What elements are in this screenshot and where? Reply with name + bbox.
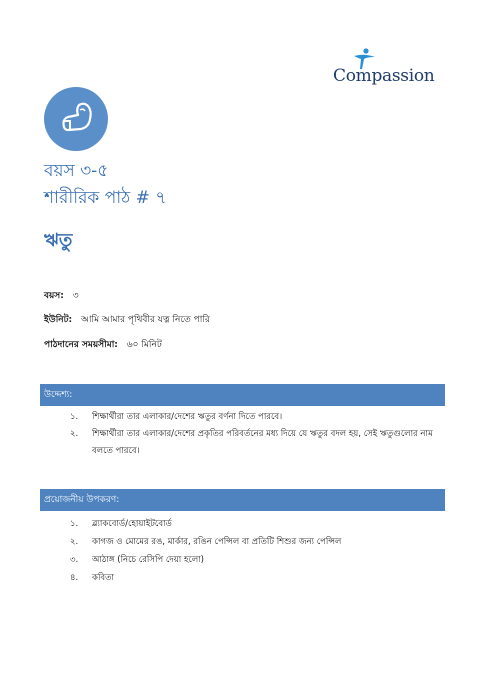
meta-age [44,288,79,303]
item-number: ৪. [70,573,79,583]
meta-time [44,337,162,352]
list-item [70,409,450,426]
meta-unit [44,312,210,327]
logo-wordmark: Compassion [333,66,435,86]
time-label: পাঠদানের সময়সীমা: [44,340,118,350]
age-value: ৩ [72,291,79,301]
objectives-list [70,409,450,460]
lesson-heading: শারীরিক পাঠ # ৭ [44,188,167,208]
time-value: ৬০ মিনিট [126,340,162,350]
item-number: ১. [70,412,79,422]
compassion-logo [333,48,443,92]
list-item [70,516,450,533]
materials-heading: প্রয়োজনীয় উপকরণ: [40,489,445,511]
topic-title: ঋতু [44,230,73,251]
item-text: শিক্ষার্থীরা তার এলাকার/দেশের ঋতুর বর্ণনা দিতে পারবে। [92,412,283,422]
list-item [70,426,450,460]
flexed-arm-icon [54,97,98,141]
item-number: ১. [70,519,79,529]
item-text: শিক্ষার্থীরা তার এলাকার/দেশের প্রকৃতির পরিবর্তনের মধ্য দিয়ে যে ঋতুর বদল হয়, সেই ঋতুগুলোর নাম বলতে পারবে। [92,429,433,456]
materials-list [70,516,450,588]
age-heading: বয়স ৩-৫ [44,161,109,181]
physical-badge [44,87,108,151]
list-item [70,534,450,551]
item-number: ২. [70,537,79,547]
item-text: ব্ল্যাকবোর্ড/হোয়াইটবোর্ড [92,519,172,529]
objectives-heading: উদ্দেশ্য: [40,384,445,406]
list-item [70,570,450,587]
item-number: ২. [70,429,79,439]
item-text: আঠাঙ্গ (নিচে রেসিপি দেয়া হলো) [92,555,204,565]
unit-value: আমি আমার পৃথিবীর যত্ন নিতে পারি [81,315,210,325]
unit-label: ইউনিট: [44,315,73,325]
item-number: ৩. [70,555,79,565]
list-item [70,552,450,569]
age-label: বয়স: [44,291,64,301]
item-text: কবিতা [92,573,114,583]
item-text: কাগজ ও মোমের রঙ, মার্কার, রঙিন পেন্সিল বা প্রতিটি শিশুর জন্য পেন্সিল [92,537,342,547]
